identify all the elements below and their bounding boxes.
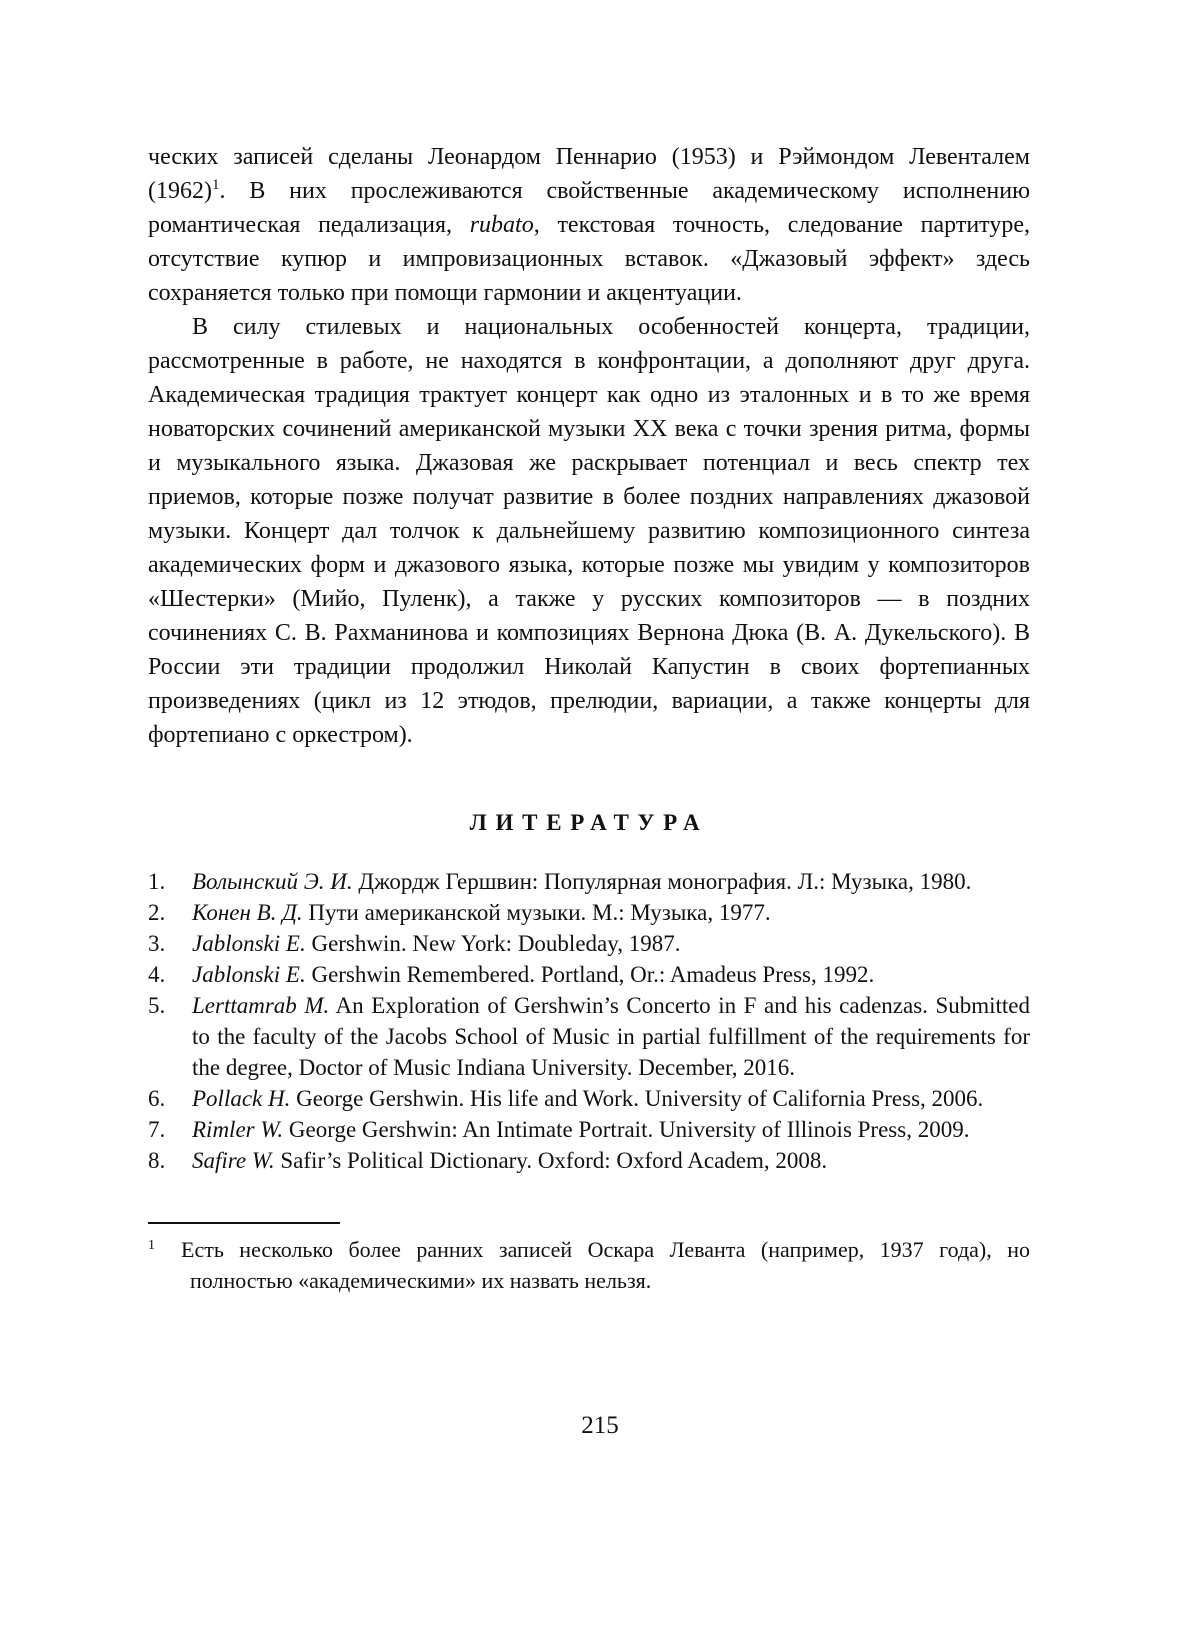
bibliography-entry: [148, 959, 1030, 990]
entry-body: Джордж Гершвин: Популярная монография. Л.: Музыка, 1980.: [352, 869, 972, 894]
entry-author: Pollack H.: [192, 1086, 291, 1111]
entry-number: 5.: [148, 993, 166, 1018]
footnote-marker: 1: [148, 1237, 155, 1253]
entry-number: 7.: [148, 1117, 166, 1142]
bibliography-entry: [148, 866, 1030, 897]
page-number: 215: [581, 1412, 619, 1439]
entry-number: 3.: [148, 931, 166, 956]
footnote-body: Есть несколько более ранних записей Оскара Леванта (например, 1937 года), но полностью «академическими» их назвать нельзя.: [181, 1237, 1030, 1293]
entry-body: Gershwin. New York: Doubleday, 1987.: [305, 931, 681, 956]
entry-text: [192, 897, 1030, 928]
entry-author: Jablonski E.: [192, 962, 306, 987]
entry-author: Rimler W.: [192, 1117, 284, 1142]
bibliography-heading: ЛИТЕРАТУРА: [469, 810, 709, 835]
entry-number: 4.: [148, 962, 166, 987]
bibliography-entry: [148, 1114, 1030, 1145]
entry-body: George Gershwin. His life and Work. University of California Press, 2006.: [290, 1086, 984, 1111]
entry-body: Пути американской музыки. М.: Музыка, 1977.: [302, 900, 771, 925]
bibliography-entry: [148, 1083, 1030, 1114]
entry-author: Волынский Э. И.: [192, 869, 353, 894]
entry-author: Jablonski E.: [192, 931, 306, 956]
bibliography-entry: [148, 928, 1030, 959]
entry-text: [192, 959, 1030, 990]
italic-term: rubato: [469, 212, 534, 238]
footnote-separator: [148, 1222, 340, 1224]
paragraph-1: [148, 140, 1030, 310]
footnote-section: [148, 1222, 1030, 1296]
entry-author: Lerttamrab M.: [192, 993, 330, 1018]
entry-number: 8.: [148, 1148, 166, 1173]
bibliography-entry: [148, 990, 1030, 1083]
entry-body: An Exploration of Gershwin’s Concerto in F and his cadenzas. Submitted to the faculty of the Jacobs School of Music in partial fulfillment of the requirements for the degree, Doctor of Music Indiana University. December, 2016.: [192, 993, 1031, 1080]
entry-number: 6.: [148, 1086, 166, 1111]
entry-body: Safir’s Political Dictionary. Oxford: Oxford Academ, 2008.: [274, 1148, 828, 1173]
footnote-reference: 1: [211, 177, 220, 193]
entry-text: [192, 1083, 1030, 1114]
entry-body: Gershwin Remembered. Portland, Or.: Amadeus Press, 1992.: [305, 962, 875, 987]
entry-number: 1.: [148, 869, 166, 894]
paragraph-1-segment: ческих записей сделаны Леонардом Пеннарио (1953) и Рэймондом Левенталем (1962): [148, 144, 1030, 204]
bibliography-entry: [148, 1145, 1030, 1176]
entry-text: [192, 1145, 1030, 1176]
entry-author: Safire W.: [192, 1148, 275, 1173]
paragraph-1-segment: . В них прослеживаются свойственные академическому исполнению романтическая педализация,: [148, 178, 1030, 238]
bibliography-list: [148, 866, 1030, 1176]
entry-text: [192, 866, 1030, 897]
footnote: [148, 1234, 1030, 1296]
paragraph-2: В силу стилевых и национальных особенностей концерта, традиции, рассмотренные в работе, не находятся в конфронтации, а дополняют друг друга. Академическая традиция трактует концерт как одно из эталонных и в то же время новаторских сочинений американской музыки XX века с точки зрения ритма, формы и музыкального языка. Джазовая же раскрывает потенциал и весь спектр тех приемов, которые позже получат развитие в более поздних направлениях джазовой музыки. Концерт дал толчок к дальнейшему развитию композиционного синтеза академических форм и джазового языка, которые позже мы увидим у композиторов «Шестерки» (Мийо, Пуленк), а также у русских композиторов — в поздних сочинениях С. В. Рахманинова и композициях Вернона Дюка (В. А. Дукельского). В России эти традиции продолжил Николай Капустин в своих фортепианных произведениях (цикл из 12 этюдов, прелюдии, вариации, а также концерты для фортепиано с оркестром).: [148, 314, 1030, 748]
entry-body: George Gershwin: An Intimate Portrait. University of Illinois Press, 2009.: [283, 1117, 970, 1142]
entry-text: [192, 928, 1030, 959]
paragraph-1-segment: , текстовая точность, следование партитуре, отсутствие купюр и импровизационных вставок. «Джазовый эффект» здесь сохраняется только при помощи гармонии и акцентуации.: [148, 212, 1030, 306]
entry-text: [192, 1114, 1030, 1145]
entry-text: [192, 990, 1030, 1083]
bibliography-entry: [148, 897, 1030, 928]
entry-author: Конен В. Д.: [192, 900, 303, 925]
entry-number: 2.: [148, 900, 166, 925]
